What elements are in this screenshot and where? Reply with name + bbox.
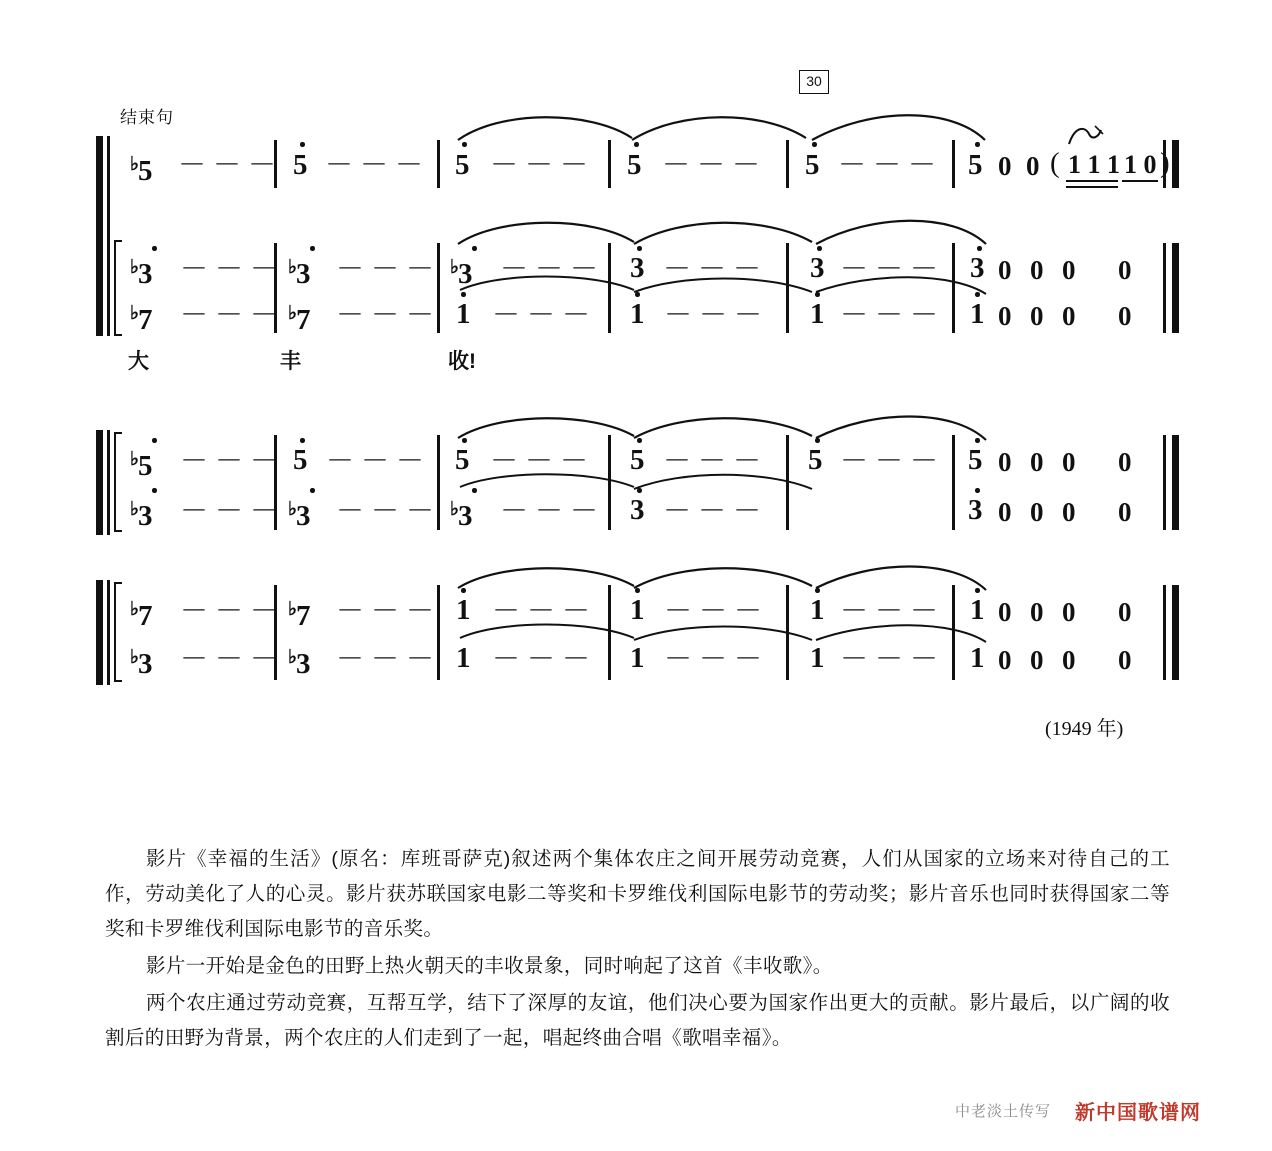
rest-zero: 0 — [998, 497, 1012, 527]
note: 1 1 1 — [1068, 150, 1120, 179]
paren-open: ( — [1050, 147, 1060, 179]
note-dash: － － － — [336, 254, 435, 285]
note: ♭3 — [288, 499, 311, 532]
beam — [1066, 180, 1118, 182]
note-dash: － － － — [326, 446, 425, 477]
footer-credit: 中老淡土传写 — [955, 1103, 1052, 1120]
note-dash: － － － — [490, 446, 589, 477]
note: ♭3 — [288, 257, 311, 290]
lyric-syllable: 收! — [448, 350, 476, 373]
note-dash: － － － — [492, 644, 591, 675]
octave-dot — [637, 488, 642, 493]
note-dash: － － － — [664, 596, 763, 627]
note-dash: － － － — [336, 300, 435, 331]
note: ♭3 — [450, 257, 473, 290]
system-brace-4-bot — [114, 680, 122, 682]
note: 3 — [810, 252, 825, 284]
note-dash: － － － — [500, 496, 599, 527]
note-dash: － － － — [325, 150, 424, 181]
note-dash: － － － — [180, 300, 279, 331]
note: 5 — [627, 149, 642, 181]
note-dash: － － － — [180, 446, 279, 477]
program-notes — [105, 842, 1170, 1058]
rest-zero: 0 — [998, 645, 1012, 675]
octave-dot — [637, 246, 642, 251]
rest-zero: 0 — [1118, 645, 1132, 675]
rest-zero: 0 — [1118, 255, 1132, 285]
note: 5 — [805, 149, 820, 181]
footer-brand: 新中国歌谱网 — [1075, 1102, 1201, 1124]
rest-zero: 0 — [1118, 447, 1132, 477]
note: 1 — [970, 298, 985, 330]
grace-squiggle-icon — [1065, 124, 1105, 156]
note-dash: － － － — [500, 254, 599, 285]
barline — [952, 243, 955, 333]
notes-paragraph-1: 影片《幸福的生活》(原名：库班哥萨克)叙述两个集体农庄之间开展劳动竞赛，人们从国家的立场来对待自己的工作，劳动美化了人的心灵。影片获苏联国家电影二等奖和卡罗维伐利国际电影节的劳动奖；影片音乐也同时获得国家二等奖和卡罗维伐利国际电影节的音乐奖。 — [105, 848, 1170, 940]
note: 1 — [810, 642, 825, 674]
note: ♭7 — [130, 303, 153, 336]
rest-zero: 0 — [1030, 447, 1044, 477]
note: ♭7 — [288, 303, 311, 336]
note: ♭3 — [288, 647, 311, 680]
octave-dot — [817, 246, 822, 251]
page-number: 30 — [799, 70, 829, 94]
note: 1 — [970, 642, 985, 674]
note: ♭3 — [130, 257, 153, 290]
note: 1 — [970, 594, 985, 626]
rest-zero: 0 — [998, 151, 1012, 181]
note-dash: － － － — [663, 254, 762, 285]
rest-zero: 0 — [998, 301, 1012, 331]
octave-dot — [462, 438, 467, 443]
note-dash: － － － — [336, 496, 435, 527]
octave-dot — [975, 142, 980, 147]
note: 5 — [293, 444, 308, 476]
rest-zero: 0 — [1062, 447, 1076, 477]
system-brace-4 — [114, 582, 116, 682]
barline — [786, 585, 789, 680]
system-brace-3 — [114, 432, 116, 532]
note: ♭7 — [130, 599, 153, 632]
note: 1 — [456, 298, 471, 330]
octave-dot — [300, 142, 305, 147]
octave-dot — [634, 142, 639, 147]
rest-zero: 0 — [1062, 597, 1076, 627]
barline — [437, 243, 440, 333]
note-dash: － － － — [840, 596, 939, 627]
system-bracket-1b — [107, 136, 110, 336]
note: 5 — [968, 149, 983, 181]
note: 1 — [630, 594, 645, 626]
barline — [786, 435, 789, 530]
note: ♭5 — [130, 449, 153, 482]
paren-close: ) — [1160, 147, 1170, 179]
barline — [608, 435, 611, 530]
note: 1 — [630, 642, 645, 674]
note-dash: － － － — [180, 596, 279, 627]
system-brace-2-bot — [114, 334, 122, 336]
system-brace-4-top — [114, 582, 122, 584]
notes-paragraph-2: 影片一开始是金色的田野上热火朝天的丰收景象，同时响起了这首《丰收歌》。 — [145, 955, 833, 977]
rest-zero: 0 — [998, 255, 1012, 285]
barline — [608, 243, 611, 333]
rest-zero: 0 — [998, 597, 1012, 627]
rest-zero: 0 — [1062, 255, 1076, 285]
note: 5 — [455, 444, 470, 476]
octave-dot — [152, 438, 157, 443]
system-bracket-2 — [96, 430, 103, 535]
barline — [786, 140, 789, 188]
rest-zero: 0 — [1030, 255, 1044, 285]
note: 5 — [808, 444, 823, 476]
rest-zero: 0 — [1118, 301, 1132, 331]
note: ♭3 — [130, 647, 153, 680]
system-bracket-1 — [96, 136, 103, 336]
final-barline-thick — [1172, 243, 1179, 333]
note-dash: － － － — [180, 496, 279, 527]
octave-dot — [462, 142, 467, 147]
note-dash: － － － — [840, 254, 939, 285]
note-dash: － － － — [492, 300, 591, 331]
note: 5 — [455, 149, 470, 181]
octave-dot — [637, 438, 642, 443]
note-dash: － － － — [840, 644, 939, 675]
note: ♭7 — [288, 599, 311, 632]
barline — [608, 140, 611, 188]
system-brace-3-bot — [114, 530, 122, 532]
rest-zero: 0 — [1118, 497, 1132, 527]
note: ♭3 — [130, 499, 153, 532]
octave-dot — [815, 292, 820, 297]
note-dash: － － － — [840, 300, 939, 331]
octave-dot — [152, 246, 157, 251]
final-barline-thick — [1172, 585, 1179, 680]
octave-dot — [975, 438, 980, 443]
note: 1 0 — [1124, 150, 1157, 179]
system-brace-3-top — [114, 432, 122, 434]
system-bracket-2b — [107, 430, 110, 535]
note: 1 — [456, 642, 471, 674]
barline — [952, 585, 955, 680]
note: 1 — [810, 298, 825, 330]
octave-dot — [472, 246, 477, 251]
note: 1 — [630, 298, 645, 330]
note-dash: － － － — [664, 300, 763, 331]
note-dash: － － － — [490, 150, 589, 181]
note: ♭3 — [450, 499, 473, 532]
rest-zero: 0 — [1030, 597, 1044, 627]
note: 5 — [968, 444, 983, 476]
note: 3 — [630, 252, 645, 284]
octave-dot — [152, 488, 157, 493]
rest-zero: 0 — [1062, 497, 1076, 527]
barline — [952, 435, 955, 530]
barline — [786, 243, 789, 333]
rest-zero: 0 — [1030, 645, 1044, 675]
octave-dot — [461, 588, 466, 593]
barline — [437, 140, 440, 188]
note-dash: － － － — [838, 150, 937, 181]
rest-zero: 0 — [1062, 301, 1076, 331]
octave-dot — [975, 588, 980, 593]
octave-dot — [977, 246, 982, 251]
note-dash: － － － — [662, 150, 761, 181]
rest-zero: 0 — [1026, 151, 1040, 181]
note-dash: － － － — [664, 644, 763, 675]
note-dash: － － － — [336, 644, 435, 675]
octave-dot — [300, 438, 305, 443]
note-dash: － － － — [663, 496, 762, 527]
octave-dot — [635, 292, 640, 297]
note: 5 — [630, 444, 645, 476]
note-dash: － － － — [663, 446, 762, 477]
octave-dot — [310, 246, 315, 251]
note: 3 — [968, 494, 983, 526]
section-caption: 结束句 — [120, 108, 174, 127]
lyric-syllable: 大 — [128, 350, 149, 373]
notes-paragraph-3: 两个农庄通过劳动竞赛，互帮互学，结下了深厚的友谊，他们决心要为国家作出更大的贡献。影片最后，以广阔的收割后的田野为背景，两个农庄的人们走到了一起，唱起终曲合唱《歌唱幸福》。 — [105, 992, 1170, 1049]
barline — [952, 140, 955, 188]
octave-dot — [461, 292, 466, 297]
note: 3 — [970, 252, 985, 284]
rest-zero: 0 — [1030, 301, 1044, 331]
note-dash: － － － — [178, 150, 277, 181]
rest-zero: 0 — [998, 447, 1012, 477]
beam — [1066, 186, 1118, 188]
final-barline-thin — [1163, 585, 1166, 680]
year-note: (1949 年) — [1045, 718, 1124, 740]
note: 5 — [293, 149, 308, 181]
rest-zero: 0 — [1030, 497, 1044, 527]
octave-dot — [635, 588, 640, 593]
octave-dot — [815, 438, 820, 443]
octave-dot — [472, 488, 477, 493]
final-barline-thin — [1163, 243, 1166, 333]
octave-dot — [310, 488, 315, 493]
system-bracket-3 — [96, 580, 103, 685]
system-brace-2-top — [114, 240, 122, 242]
octave-dot — [815, 588, 820, 593]
system-brace-2 — [114, 240, 116, 336]
note-dash: － － － — [180, 254, 279, 285]
octave-dot — [975, 488, 980, 493]
note-dash: － － － — [336, 596, 435, 627]
barline — [437, 435, 440, 530]
final-barline-thin — [1163, 435, 1166, 530]
note: 1 — [456, 594, 471, 626]
system-bracket-3b — [107, 580, 110, 685]
note: ♭5 — [130, 154, 153, 187]
note-dash: － － － — [180, 644, 279, 675]
final-barline-thick — [1172, 435, 1179, 530]
barline — [608, 585, 611, 680]
rest-zero: 0 — [1062, 645, 1076, 675]
rest-zero: 0 — [1118, 597, 1132, 627]
beam — [1122, 180, 1158, 182]
barline — [437, 585, 440, 680]
note: 3 — [630, 494, 645, 526]
octave-dot — [975, 292, 980, 297]
note-dash: － － － — [840, 446, 939, 477]
final-barline-thick — [1172, 140, 1179, 188]
lyric-syllable: 丰 — [280, 350, 301, 373]
note-dash: － － － — [492, 596, 591, 627]
octave-dot — [812, 142, 817, 147]
note: 1 — [810, 594, 825, 626]
